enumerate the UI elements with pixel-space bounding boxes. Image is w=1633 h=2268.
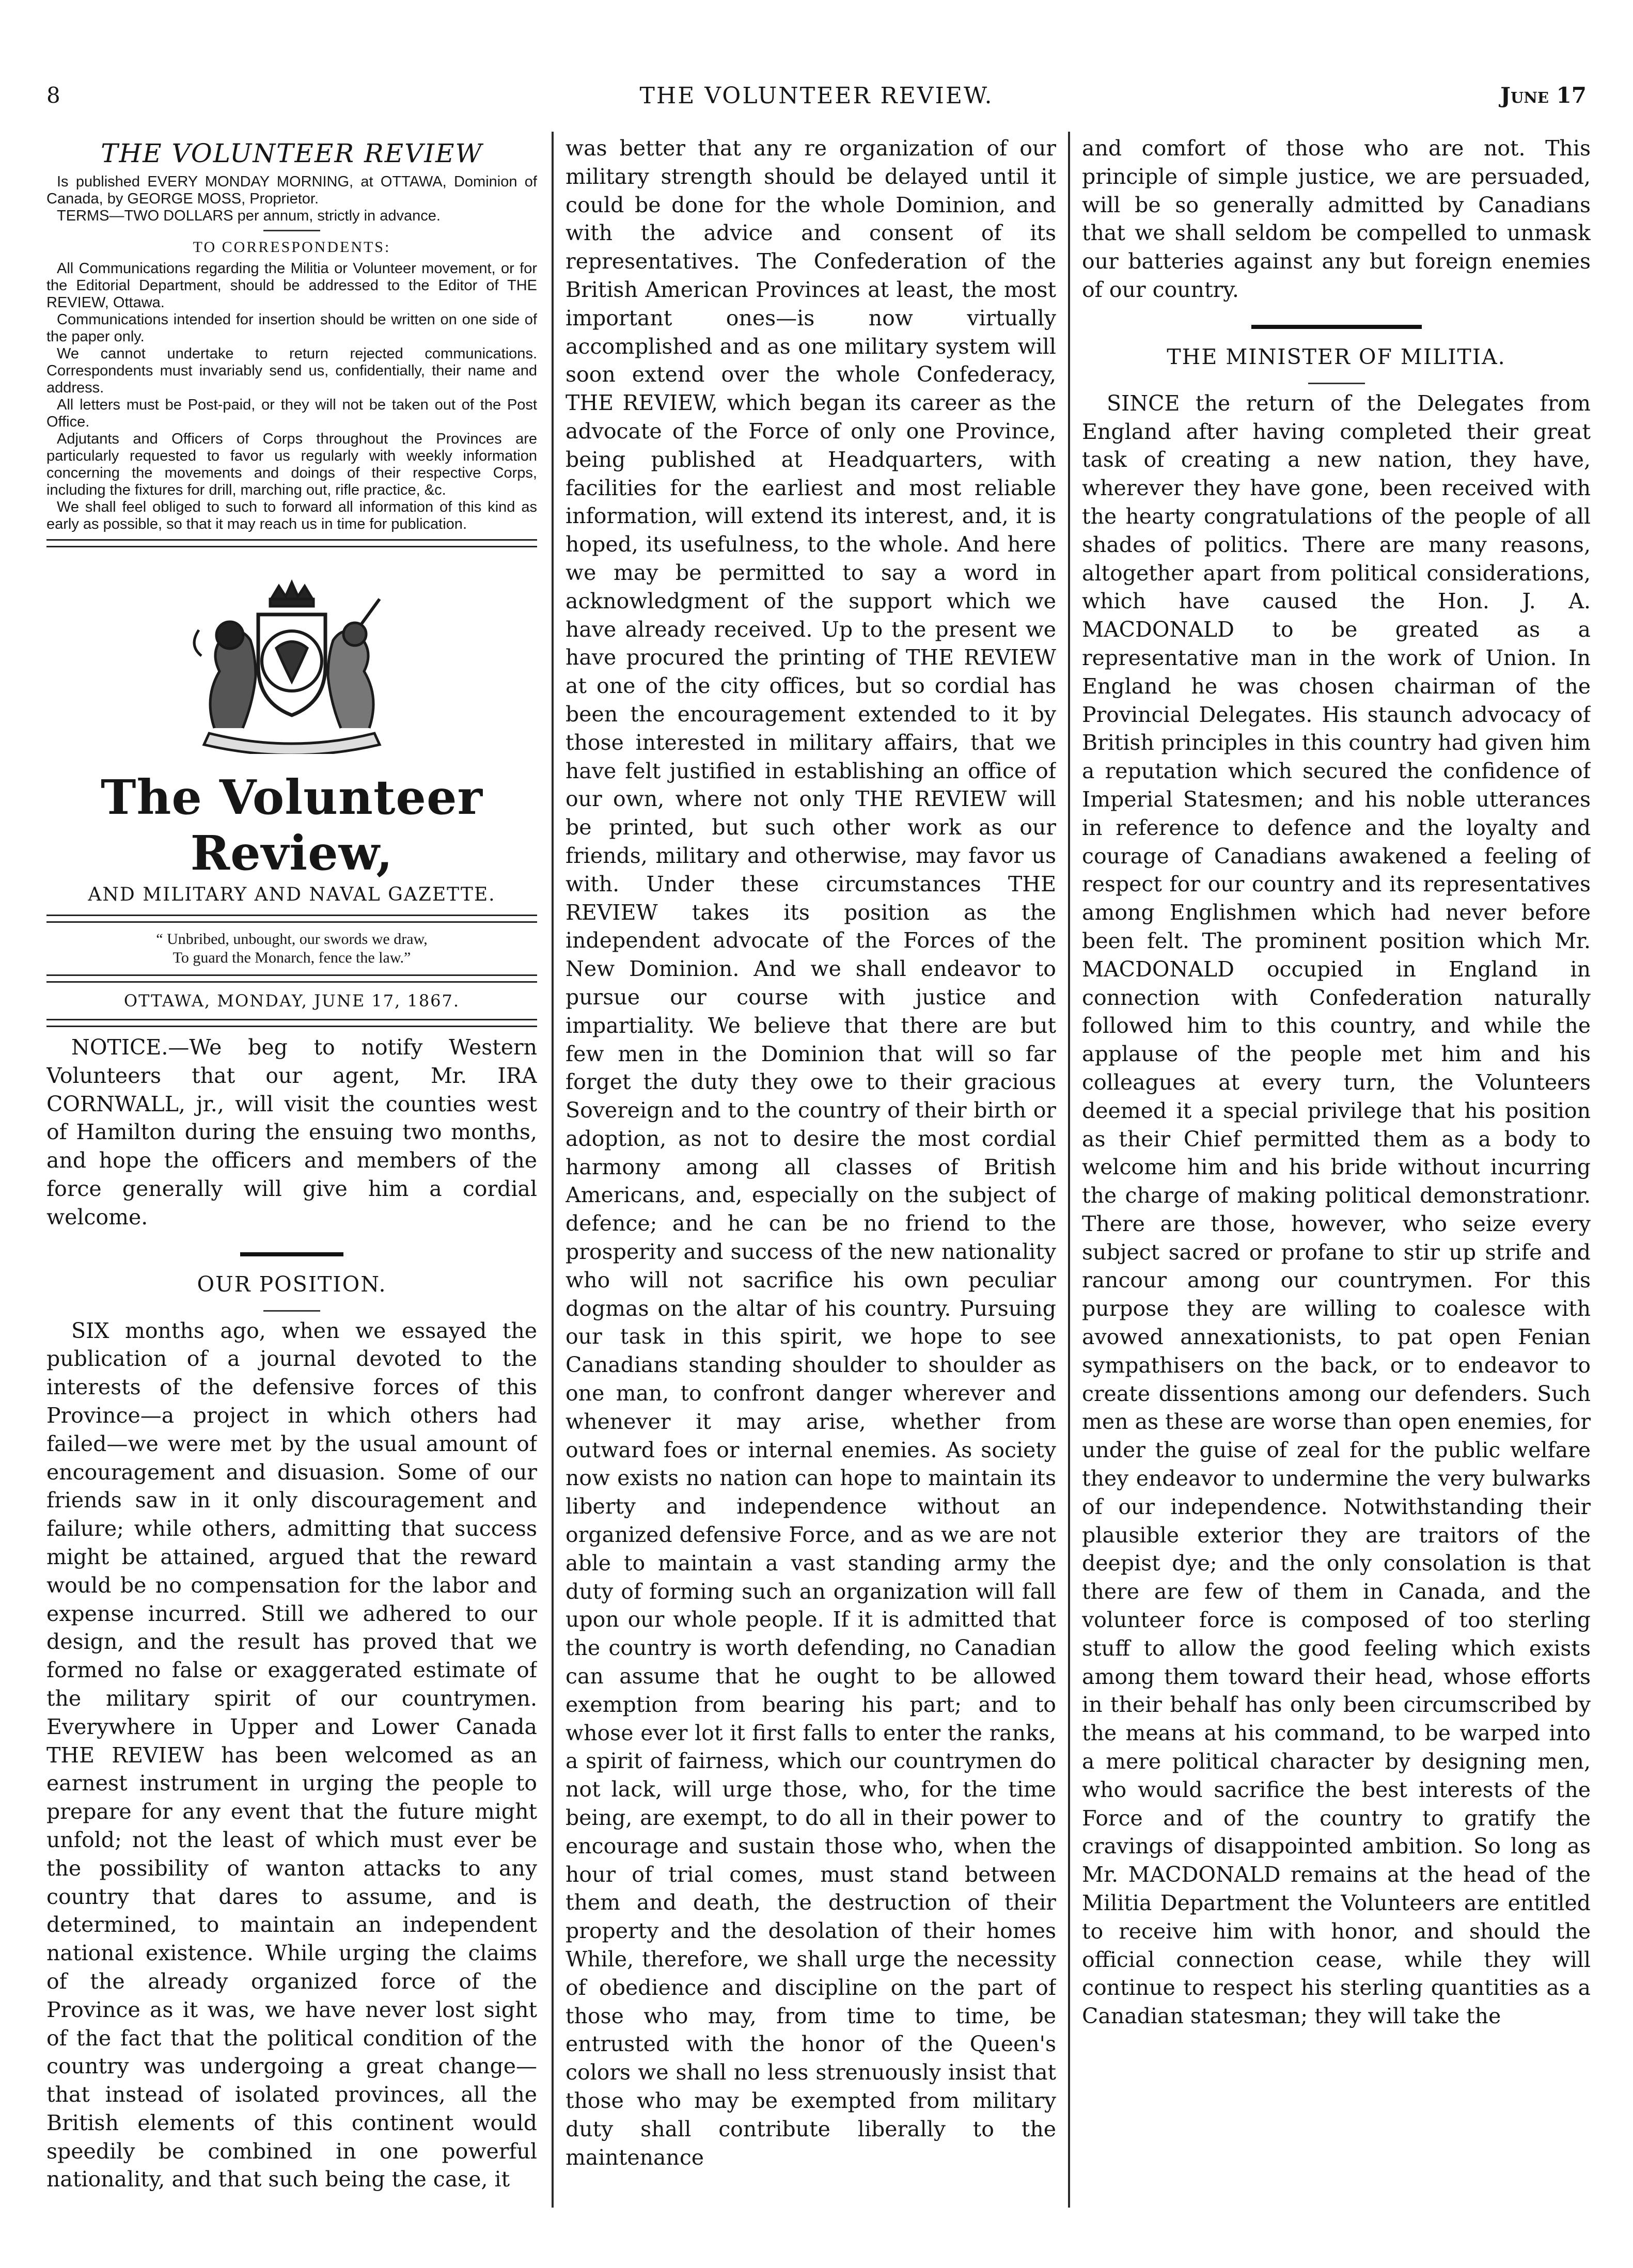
article-paragraph: SINCE the return of the Delegates from England after having completed their great task of creating a new nation, they have, wherever they have gone, been received with the hearty congratulations of the people of all shades of politics. There are many reasons, altogether apart from political considerations, which have caused the Hon. J. A. MACDONALD to be greated as a representative man in the work of Union. In England he was chosen chairman of the Provincial Delegates. His staunch advocacy of British principles in this country had given him a reputation which secured the confidence of Imperial Statesmen; and his noble utterances in reference to defence and the loyalty and courage of Canadians awakened a feeling of respect for our country and its representatives among Englishmen which had never before been felt. The prominent position which Mr. MACDONALD occupied in England in connection with Confederation naturally followed him to this country, and while the applause of the people met him and his colleagues at every turn, the Volunteers deemed it a special privilege that his position as their Chief permitted them as a body to welcome him and his bride without incurring the charge of making political demonstrationr. There are those, however, who seize every subject sacred or profane to stir up strife and rancour among our countrymen. For this purpose they are willing to coalesce with avowed annexationists, to pat open Fenian sympathisers on the back, or to endeavor to create dissentions among our defenders. Such men as these are worse than open enemies, for under the guise of zeal for the public welfare they endeavor to undermine the very bulwarks of our independence. Notwithstanding their plausible exterior they are traitors of the deepist dye; and the only consolation is that there are few of them in Canada, and the volunteer force is composed of too sterling stuff to allow the good feeling which exists among them toward their head, whose efforts in their behalf has only been circumscribed by the means at his command, to be warped into a mere political character by designing men, who would sacrifice the best interests of the Force and of the country to gratify the cravings of disappointed ambition. So long as Mr. MACDONALD remains at the head of the Militia Department the Volunteers are entitled to receive him with honor, and should the official connection cease, while they will continue to respect his sterling quantities as a Canadian statesman; they will take the <box>1082 390 1591 2029</box>
motto-line: “ Unbribed, unbought, our swords we draw, <box>156 931 428 948</box>
running-header <box>46 83 1587 119</box>
column-2 <box>566 134 1056 2205</box>
article-heading-minister-of-militia: THE MINISTER OF MILITIA. <box>1167 344 1506 369</box>
article-our-position-part-1 <box>46 1317 537 2194</box>
divider <box>46 539 537 547</box>
page-number: 8 <box>46 83 60 108</box>
divider <box>46 974 537 983</box>
divider <box>46 915 537 923</box>
correspondents-note: We cannot undertake to return rejected communications. Correspondents must invariably send us, confidentially, their name and address. <box>46 345 537 396</box>
motto <box>46 930 537 967</box>
notice-block <box>46 1033 537 1232</box>
running-date: June 17 <box>1500 83 1587 108</box>
article-our-position-part-2 <box>566 134 1056 2171</box>
article-paragraph: and comfort of those who are not. This principle of simple justice, we are persuaded, will be so generally admitted by Canadians that we shall seldom be compelled to unmask our batteries against any but foreign enemies of our country. <box>1082 136 1591 302</box>
article-heading-our-position: OUR POSITION. <box>197 1271 387 1297</box>
terms-line: TERMS—TWO DOLLARS per annum, strictly in advance. <box>57 208 441 224</box>
divider <box>46 1019 537 1027</box>
section-divider <box>240 1252 343 1256</box>
correspondents-note: Adjutants and Officers of Corps throughout the Provinces are particularly requested to favor us regularly with weekly information concerning the movements and doings of their respective Corps, including the fixtures for drill, marching out, rifle practice, &c. <box>46 431 537 498</box>
correspondents-note: Communications intended for insertion should be written on one side of the paper only. <box>46 311 537 345</box>
correspondents-note: We shall feel obliged to such to forward all information of this kind as early as possible, so that it may reach us in time for publication. <box>46 499 537 532</box>
nameplate-subtitle: AND MILITARY AND NAVAL GAZETTE. <box>88 884 496 905</box>
column-1 <box>46 134 537 2205</box>
correspondents-notes <box>46 260 537 533</box>
correspondents-note: All Communications regarding the Militia or Volunteer movement, or for the Editorial Department, should be addressed to the Editor of THE REVIEW, Ottawa. <box>46 260 537 311</box>
publication-line: Is published EVERY MONDAY MORNING, at OTTAWA, Dominion of Canada, by GEORGE MOSS, Proprietor. <box>46 174 537 207</box>
divider <box>263 1310 320 1312</box>
article-paragraph: SIX months ago, when we essayed the publication of a journal devoted to the interests of the defensive forces of this Province—a project in which others had failed—we were met by the usual amount of encouragement and disuasion. Some of our friends saw in it only discouragement and failure; while others, admitting that success might be attained, argued that the reward would be no compensation for the labor and expense incurred. Still we adhered to our design, and the result has proved that we formed no false or exaggerated estimate of the military spirit of our countrymen. Everywhere in Upper and Lower Canada THE REVIEW has been welcomed as an earnest instrument in urging the people to prepare for any event that the future might unfold; not the least of which must ever be the possibility of wanton attacks to any country that dares to assume, and is determined, to maintain an independent national existence. While urging the claims of the already organized force of the Province as it was, we have never lost sight of the fact that the political condition of the country was undergoing a great change—that instead of isolated provinces, all the British elements of this continent would speedily be combined in one powerful nationality, and that such being the case, it <box>46 1318 537 2192</box>
running-title: THE VOLUNTEER REVIEW. <box>639 83 994 109</box>
publication-info <box>46 174 537 225</box>
masthead-title: THE VOLUNTEER REVIEW <box>101 138 483 168</box>
divider <box>1308 383 1365 384</box>
divider <box>263 230 320 231</box>
issue-dateline: OTTAWA, MONDAY, JUNE 17, 1867. <box>123 991 460 1011</box>
column-3 <box>1082 134 1591 2205</box>
royal-coat-of-arms-icon <box>152 578 431 754</box>
article-our-position-part-3 <box>1082 134 1591 304</box>
article-paragraph: was better that any re organization of our military strength should be delayed until it could be done for the whole Dominion, and with the advice and consent of its representatives. The Confederation of the British American Provinces at least, the most important ones—is now virtually accomplished and as one military system will soon extend over the whole Confederacy, THE REVIEW, which began its career as the advocate of the Force of only one Province, being published at Headquarters, with facilities for the earliest and most reliable information, will extend its interest, and, it is hoped, its usefulness, to the whole. And here we may be permitted to say a word in acknowledgment of the support which we have already received. Up to the present we have procured the printing of THE REVIEW at one of the city offices, but so cordial has been the encouragement extended to it by those interested in military affairs, that we have felt justified in establishing an office of our own, where not only THE REVIEW will be printed, but such other work as our friends, military and otherwise, may favor us with. Under these circumstances THE REVIEW takes its position as the independent advocate of the Forces of the New Dominion. And we shall endeavor to pursue our course with justice and impartiality. We believe that there are but few men in the Dominion that will so far forget the duty they owe to their gracious Sovereign and to the country of their birth or adoption, as not to desire the most cordial harmony among all classes of British Americans, and, especially on the subject of defence; and he can be no friend to the prosperity and success of the new nationality who will not sacrifice his own peculiar dogmas on the altar of his country. Pursuing our task in this spirit, we hope to see Canadians standing shoulder to shoulder as one man, to confront danger wherever and whenever it may arise, whether from outward foes or internal enemies. As society now exists no nation can hope to maintain its liberty and independence without an organized defensive Force, and as we are not able to maintain a vast standing army the duty of forming such an organization will fall upon our whole people. If it is admitted that the country is worth defending, no Canadian can assume that he ought to be allowed exemption from bearing his part; and to whose ever lot it first falls to enter the ranks, a spirit of fairness, which our countrymen do not lack, will urge those, who, for the time being, are exempt, to do all in their power to encourage and sustain those who, when the hour of trial comes, must stand between them and death, the destruction of their property and the desolation of their homes While, therefore, we shall urge the necessity of obedience and discipline on the part of those who may, from time to time, be entrusted with the honor of the Queen's colors we shall no less strenuously insist that those who may be exempted from military duty shall contribute liberally to the maintenance <box>566 136 1056 2170</box>
notice-paragraph: NOTICE.—We beg to notify Western Volunteers that our agent, Mr. IRA CORNWALL, jr., will visit the counties west of Hamilton during the ensuing two months, and hope the officers and members of the force generally will give him a cordial welcome. <box>46 1035 537 1230</box>
correspondents-heading: TO CORRESPONDENTS: <box>193 239 391 256</box>
motto-line: To guard the Monarch, fence the law.” <box>172 949 411 966</box>
column-rule <box>1068 132 1070 2208</box>
newspaper-nameplate: The Volunteer Review, <box>101 769 483 881</box>
article-minister-of-militia <box>1082 389 1591 2030</box>
section-divider <box>1251 325 1422 329</box>
column-rule <box>552 132 554 2208</box>
correspondents-note: All letters must be Post-paid, or they will not be taken out of the Post Office. <box>46 397 537 430</box>
